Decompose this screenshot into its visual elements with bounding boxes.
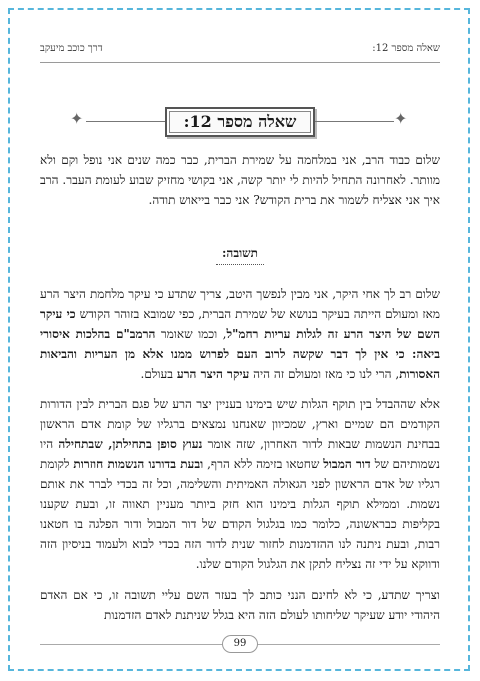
text-run: אלא שההבדל בין תוקף הגלות שיש בימינו בעניין יצר הרע של פגם הברית לבין הדורות הקודמים הם שמיים וארץ, שמכיוון שאנחנו נמצאים ברגליו של קומת אדם הראשון בבחינת הנשמות שבאות לדור האחרון, שזה אומר <box>40 397 440 451</box>
question-paragraph: שלום כבוד הרב, אני במלחמה על שמירת הברית, כבר כמה שנים אני נופל וקם ולא מוותר. לאחרונה התחיל להיות לי יותר קשה, אני בקושי מחזיק שבוע לעומת העבר. הרב איך אני אצליח לשמור את ברית הקודש? אני כבר בייאוש תודה. <box>40 153 440 207</box>
answer-heading <box>140 245 340 265</box>
bold-run: הרמב"ם בהלכות איסורי ביאה: כי אין לך דבר שקשה לרוב העם לפרוש ממנו אלא מן העריות והביאות האסורות <box>40 327 440 381</box>
bold-run: נעוץ סופן בתחילתן, שבתחילה <box>58 437 203 451</box>
header-chapter: שאלה מספר 12: <box>372 43 440 54</box>
bold-run: עיקר היצר הרע <box>176 367 250 381</box>
header-rule <box>40 62 440 63</box>
title-ornament <box>70 105 410 145</box>
text-run: היו נשמותיהם של <box>40 437 440 471</box>
text-run: , הרי לנו כי מאז ומעולם זה היה <box>249 367 400 381</box>
text-run: לקומת רגליו של אדם הראשון לפני הגאולה האמיתית והשלימה, וכל זה בכדי לברר את אותם נשמות. וממילא תוקף הגלות בימינו הוא חזק ביותר מעניין תאווה זו, ובעת שקענו בקליפות כבראשונה, כלומר כמו בגלגול הקודם של דור המבול ודור הפלגה בו חטאנו רבות, ובעת ניתנה לנו ההזדמנות לחזור שנית לדור הזה בכדי לבוא ולעמוד בניסיון הזה ודווקא על ידי זה נצליח לתקן את הגלגול הקודם שלנו. <box>40 457 440 571</box>
header-book-title: דרך כוכב מיעקב <box>40 43 103 54</box>
page-title: שאלה מספר 12: <box>165 107 315 137</box>
running-header <box>40 43 440 59</box>
text-run: שלום רב לך אחי היקר, אני מבין לנפשך היטב, צריך שתדע כי עיקר מלחמת היצר הרע מאז ומעולם הייתה בעיקר בנושא של שמירת הברית, כפי שמובא בזוהר הקודש <box>40 287 440 321</box>
right-star-icon: ✦ <box>394 109 408 128</box>
bold-run: דור המבול <box>323 457 371 471</box>
answer-paragraph-3: וצריך שתדע, כי לא לחינם הנני כותב לך בעזר השם עליי תשובה זו, כי אם האדם היהודי יודע שעיקר שליחותו לעולם הזה היא בגלל שניתנת לאדם הזדמנות <box>40 588 440 622</box>
left-star-icon: ✦ <box>70 109 84 128</box>
bold-run: כי עיקר השם של היצר הרע זה לגלות עריות רחמ"ל <box>40 307 440 341</box>
answer-label: תשובה: <box>222 246 258 260</box>
text-run: שחטאו בזימה ללא הרף, <box>203 457 324 471</box>
answer-underline <box>216 264 264 265</box>
text-run: בעולם. <box>140 367 177 381</box>
bold-run: ובעת בדורנו הנשמות חוזרות <box>73 457 204 471</box>
answer-paragraph-1 <box>40 284 440 384</box>
page-number: 99 <box>222 635 258 653</box>
title-line-left <box>86 121 165 122</box>
answer-paragraph-2 <box>40 394 440 574</box>
text-run: , וכמו שאומר <box>155 327 227 341</box>
title-line-right <box>315 121 394 122</box>
